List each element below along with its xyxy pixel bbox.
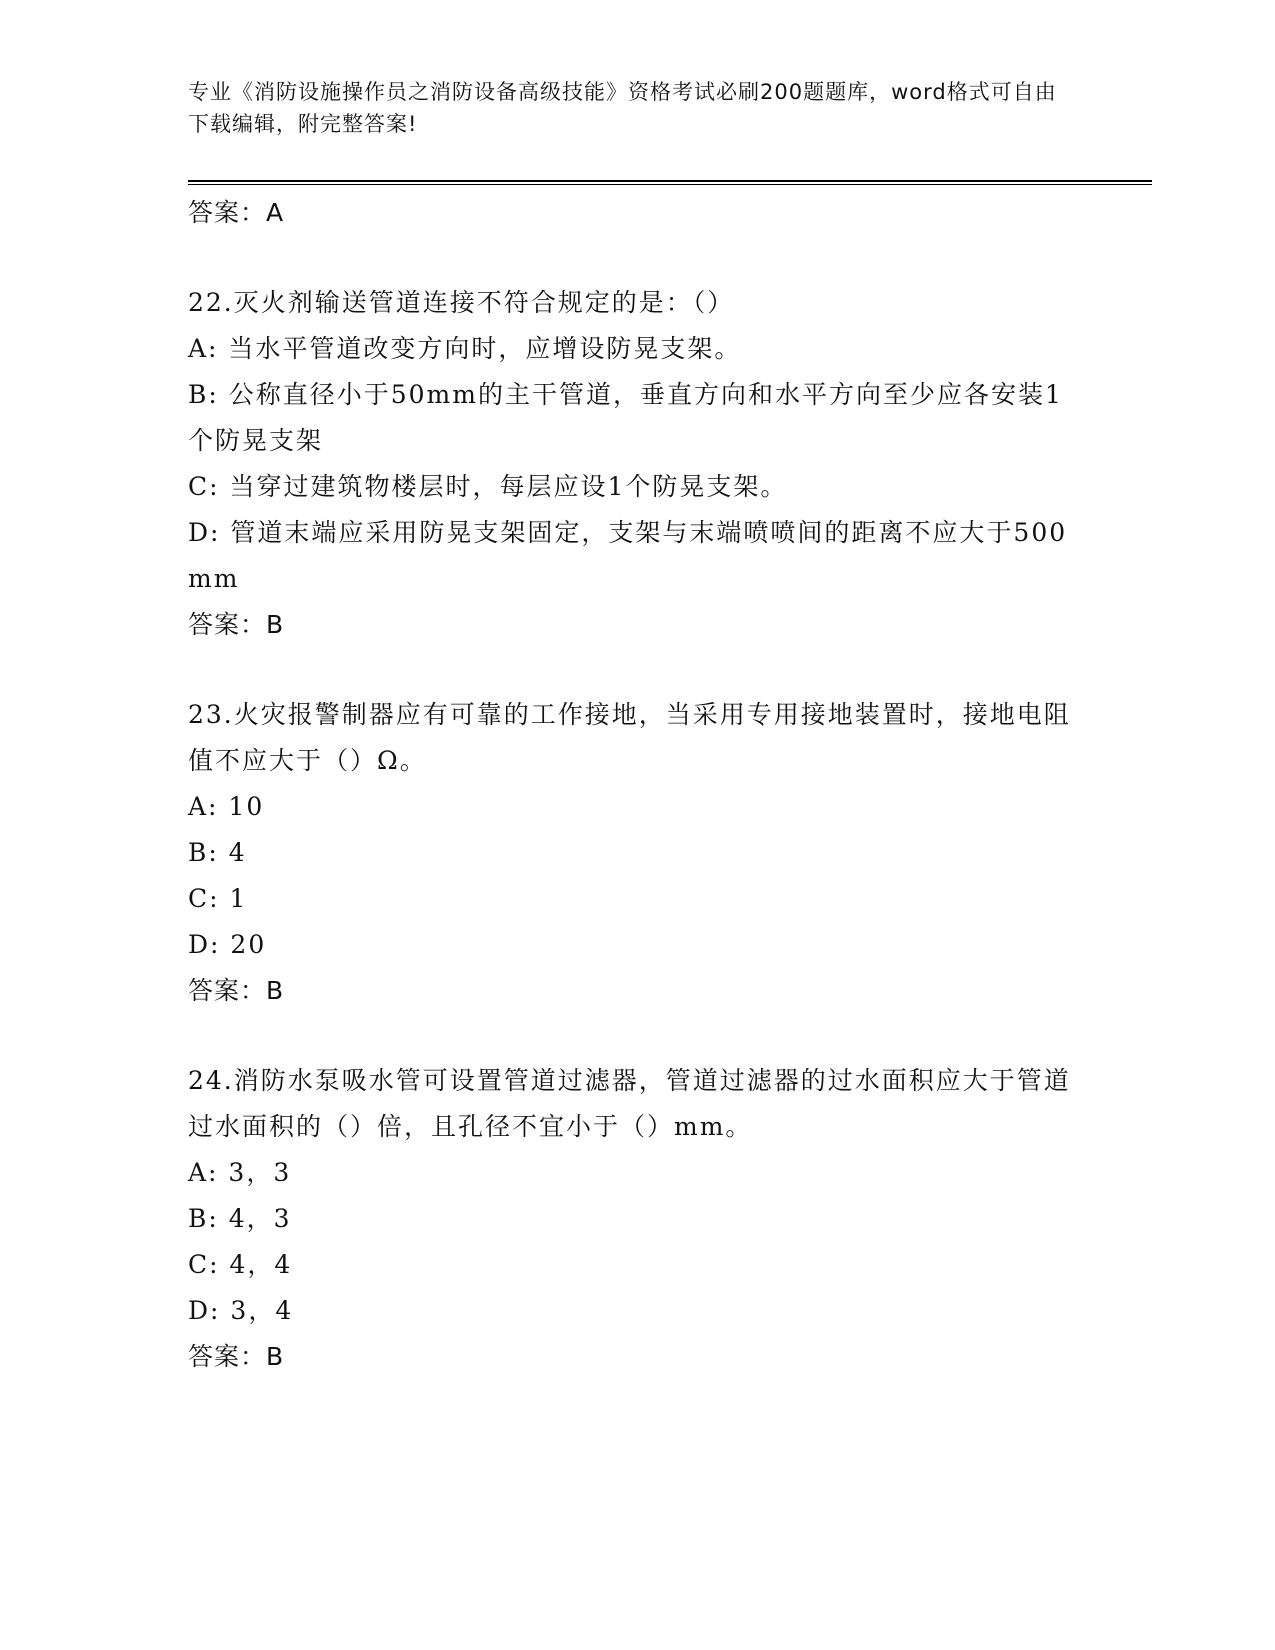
option-d: D: 管道末端应采用防晃支架固定，支架与末端喷喷间的距离不应大于500mm — [188, 518, 1068, 593]
option-c: C: 4，4 — [188, 1250, 293, 1279]
question-24 — [188, 1058, 1088, 1380]
answer: 答案：B — [188, 976, 285, 1005]
question-title: 22.灭火剂输送管道连接不符合规定的是：（） — [188, 288, 735, 317]
question-title: 23.火灾报警制器应有可靠的工作接地，当采用专用接地装置时，接地电阻值不应大于（）Ω。 — [188, 700, 1071, 775]
option-d: D: 20 — [188, 930, 267, 959]
option-a: A: 3，3 — [188, 1158, 292, 1187]
option-a: A: 当水平管道改变方向时，应增设防晃支架。 — [188, 334, 742, 363]
answer: 答案：B — [188, 610, 285, 639]
option-d: D: 3，4 — [188, 1296, 294, 1325]
previous-answer: 答案：A — [188, 198, 285, 227]
question-title: 24.消防水泵吸水管可设置管道过滤器，管道过滤器的过水面积应大于管道过水面积的（）倍，且孔径不宜小于（）mm。 — [188, 1066, 1071, 1141]
option-c: C: 当穿过建筑物楼层时，每层应设1个防晃支架。 — [188, 472, 788, 501]
option-b: B: 公称直径小于50mm的主干管道，垂直方向和水平方向至少应各安装1个防晃支架 — [188, 380, 1063, 455]
question-22 — [188, 280, 1088, 648]
header-divider-thick — [188, 180, 1152, 182]
question-list — [188, 190, 1088, 1380]
option-b: B: 4，3 — [188, 1204, 292, 1233]
document-header: 专业《消防设施操作员之消防设备高级技能》资格考试必刷200题题库，word格式可自由下载编辑，附完整答案! — [188, 80, 1057, 136]
header-divider-thin — [188, 184, 1152, 185]
answer: 答案：B — [188, 1342, 285, 1371]
option-b: B: 4 — [188, 838, 247, 867]
option-a: A: 10 — [188, 792, 265, 821]
option-c: C: 1 — [188, 884, 248, 913]
question-23 — [188, 692, 1088, 1014]
